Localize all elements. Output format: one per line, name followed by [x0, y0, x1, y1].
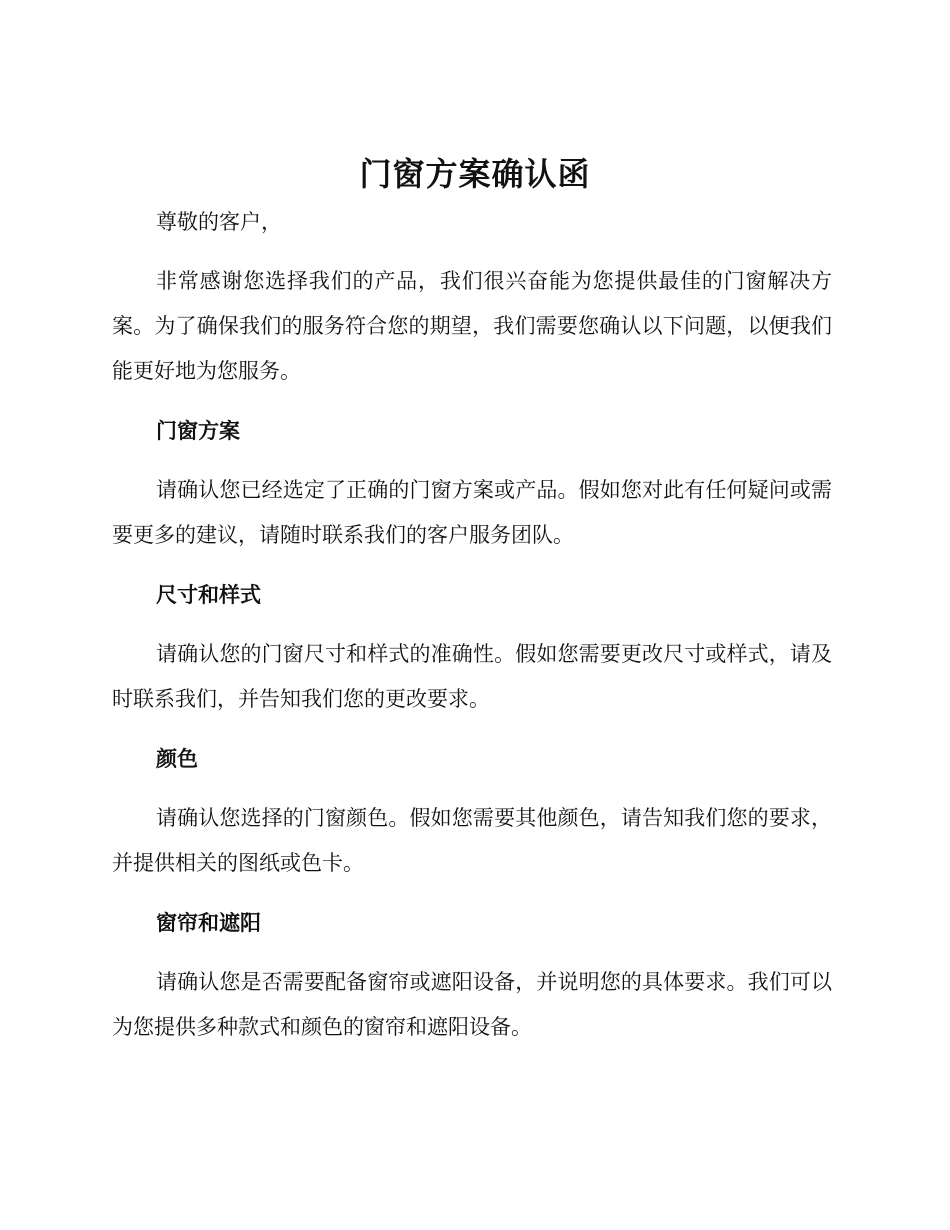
section-heading-curtain-shading: 窗帘和遮阳 [156, 911, 261, 935]
salutation: 尊敬的客户， [156, 210, 282, 234]
document-title: 门窗方案确认函 [359, 155, 591, 193]
section-body-curtain-shading: 请确认您是否需要配备窗帘或遮阳设备，并说明您的具体要求。我们可以为您提供多种款式和颜色的窗帘和遮阳设备。 [112, 970, 832, 1039]
intro-paragraph: 非常感谢您选择我们的产品，我们很兴奋能为您提供最佳的门窗解决方案。为了确保我们的服务符合您的期望，我们需要您确认以下问题，以便我们能更好地为您服务。 [112, 269, 832, 383]
section-body-size-style: 请确认您的门窗尺寸和样式的准确性。假如您需要更改尺寸或样式，请及时联系我们，并告知我们您的更改要求。 [112, 642, 832, 711]
section-heading-color: 颜色 [156, 747, 198, 771]
section-body-scheme: 请确认您已经选定了正确的门窗方案或产品。假如您对此有任何疑问或需要更多的建议，请随时联系我们的客户服务团队。 [112, 478, 832, 547]
section-heading-scheme: 门窗方案 [156, 419, 240, 443]
document-body [112, 199, 832, 1050]
section-body-color: 请确认您选择的门窗颜色。假如您需要其他颜色，请告知我们您的要求，并提供相关的图纸或色卡。 [112, 806, 832, 875]
section-heading-size-style: 尺寸和样式 [156, 583, 261, 607]
